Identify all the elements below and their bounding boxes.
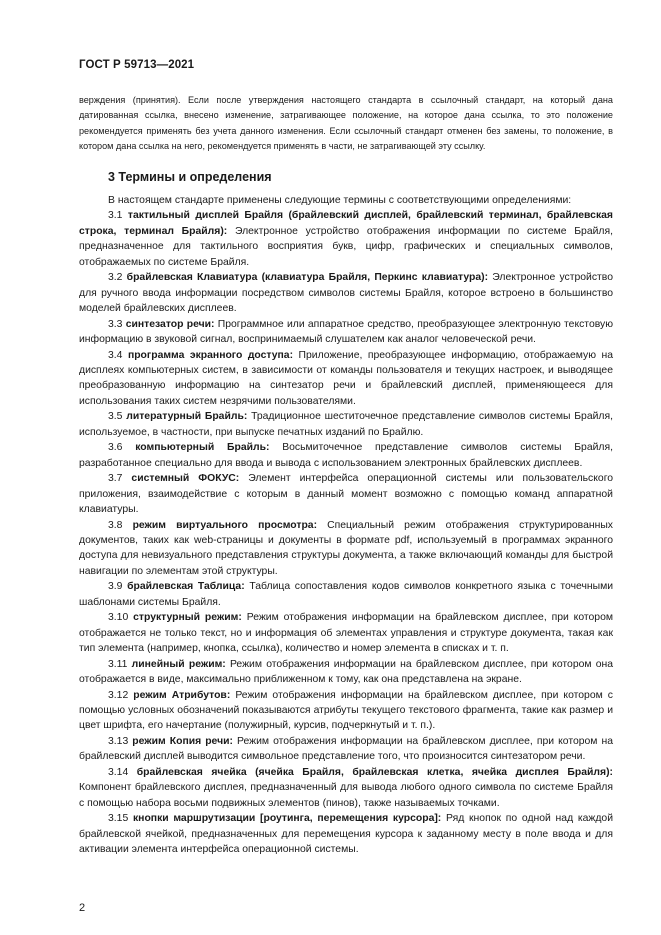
term-definition: Режим отображения информации на брайлевском дисплее, при котором с помощью условных обозначений показываются атрибуты текущего текстового фрагмента, такие как размер и цвет шрифта, его начертание (полужирный, курсив, подчеркнутый и т. п.). bbox=[79, 689, 613, 732]
term-name: кнопки маршрутизации [роутинга, перемещения курсора]: bbox=[132, 813, 442, 825]
term-name: тактильный дисплей Брайля (брайлевский дисплей, брайлевский терминал, брайлевская строка, терминал Брайля): bbox=[79, 210, 613, 237]
term-entry bbox=[79, 471, 613, 517]
term-definition: Элемент интерфейса операционной системы или пользовательского приложения, взаимодействие с которым в данный момент возможно с помощью команд аппаратной клавиатуры. bbox=[79, 473, 614, 516]
term-name: структурный режим: bbox=[133, 612, 242, 624]
term-definition: Приложение, преобразующее информацию, отображаемую на дисплеях компьютерных систем, в зависимости от команды пользователя и текущих настроек, и выводящее преобразованную информацию на синтезатор речи и брайлевский дисплей, применяющееся для использования таких систем незрячими пользователями. bbox=[79, 349, 614, 407]
term-number: 3.8 bbox=[108, 519, 123, 531]
term-entry bbox=[79, 579, 613, 610]
term-name: брайлевская ячейка (ячейка Брайля, брайлевская клетка, ячейка дисплея Брайля): bbox=[136, 766, 613, 778]
term-number: 3.7 bbox=[108, 473, 123, 485]
terms-body bbox=[79, 193, 613, 857]
term-number: 3.9 bbox=[108, 581, 123, 593]
term-name: режим виртуального просмотра: bbox=[132, 519, 318, 531]
term-name: синтезатор речи: bbox=[125, 318, 215, 330]
term-entry bbox=[79, 657, 613, 688]
term-number: 3.5 bbox=[108, 411, 123, 423]
term-entry bbox=[79, 208, 613, 270]
term-name: режим Копия речи: bbox=[132, 735, 233, 747]
term-entry bbox=[79, 270, 613, 316]
term-entry bbox=[79, 688, 613, 734]
term-name: брайлевская Таблица: bbox=[127, 581, 245, 593]
term-name: литературный Брайль: bbox=[126, 411, 248, 423]
term-entry bbox=[79, 765, 613, 811]
term-entry bbox=[79, 734, 613, 765]
term-number: 3.14 bbox=[108, 766, 129, 778]
term-definition: Режим отображения информации на брайлевском дисплее, при котором на брайлевский дисплей выводится символьное представление того, что произносится синтезатором речи. bbox=[79, 735, 613, 763]
term-number: 3.3 bbox=[108, 318, 123, 330]
term-number: 3.11 bbox=[108, 658, 128, 670]
term-definition: Ряд кнопок по одной над каждой брайлевской ячейкой, предназначенных для перемещения курсора к заданному месту в поле ввода и для активации элемента интерфейса операционной системы. bbox=[79, 813, 614, 856]
intro-paragraph: верждения (принятия). Если после утверждения настоящего стандарта в ссылочный стандарт, на который дана датированная ссылка, внесено изменение, затрагивающее положение, на которое дана ссылка, то это положение рекомендуется применять без учета данного изменения. Если ссылочный стандарт отменен без замены, то положение, в котором дана ссылка на него, рекомендуется применять в части, не затрагивающей эту ссылку. bbox=[79, 95, 613, 152]
term-definition: Специальный режим отображения структурированных документов, таких как web-страницы и документы в формате pdf, используемый в программах экранного доступа для невизуального представления структуры документа, а также включающий команды для быстрой навигации по элементам этой структуры. bbox=[79, 519, 613, 577]
term-definition: Электронное устройство для ручного ввода информации посредством символов системы Брайля, которое встроено в большинство моделей брайлевских дисплеев. bbox=[79, 272, 613, 315]
term-definition: Режим отображения информации на брайлевском дисплее, при котором отображается не только текст, но и информация об элементах управления и структуре документа, такая как тип элемента (например, кнопка, ссылка), количество и номер элемента в списках и т. п. bbox=[79, 612, 614, 655]
term-name: брайлевская Клавиатура (клавиатура Брайля, Перкинс клавиатура): bbox=[126, 272, 489, 284]
term-name: линейный режим: bbox=[131, 658, 226, 670]
term-definition: Компонент брайлевского дисплея, предназначенный для вывода любого одного символа по системе Брайля с помощью набора восьми подвижных элементов (пинов), также называемых точками. bbox=[79, 782, 613, 809]
term-name: программа экранного доступа: bbox=[127, 349, 294, 361]
term-number: 3.4 bbox=[108, 349, 123, 361]
term-definition: Режим отображения информации на брайлевском дисплее, при котором она отображается в виде, максимально приближенном к тому, как она представлена на экране. bbox=[79, 658, 614, 686]
term-number: 3.6 bbox=[108, 442, 123, 454]
term-number: 3.2 bbox=[108, 272, 123, 284]
term-definition: Программное или аппаратное средство, преобразующее электронную текстовую информацию в звуковой сигнал, воспринимаемый слушателем как аналог человеческой речи. bbox=[79, 318, 614, 346]
term-entry bbox=[79, 518, 613, 580]
term-definition: Электронное устройство отображения информации по системе Брайля, предназначенное для тактильного восприятия букв, цифр, графических и специальных символов, отображаемых по системе Брайля. bbox=[79, 225, 613, 268]
term-entry bbox=[79, 811, 613, 857]
term-entry bbox=[79, 409, 613, 440]
term-name: режим Атрибутов: bbox=[133, 689, 231, 701]
term-entry bbox=[79, 610, 613, 656]
term-number: 3.15 bbox=[108, 813, 129, 825]
section-lead: В настоящем стандарте применены следующие термины с соответствующими определениями: bbox=[108, 195, 572, 206]
term-definition: Восьмиточечное представление символов системы Брайля, разработанное специально для ввода и вывода с использованием электронных брайлевских дисплеев. bbox=[79, 442, 613, 469]
section-title: 3 Термины и определения bbox=[108, 170, 272, 184]
terms-list bbox=[79, 208, 613, 857]
term-name: компьютерный Брайль: bbox=[135, 442, 270, 454]
term-name: системный ФОКУС: bbox=[131, 473, 240, 485]
term-number: 3.12 bbox=[108, 689, 129, 701]
term-entry bbox=[79, 348, 613, 410]
term-entry bbox=[79, 317, 613, 348]
term-entry bbox=[79, 440, 613, 471]
standard-header: ГОСТ Р 59713—2021 bbox=[79, 59, 195, 71]
term-number: 3.1 bbox=[108, 210, 123, 222]
term-definition: Таблица сопоставления кодов символов конкретного языка с точечными шаблонами системы Брайля. bbox=[79, 581, 614, 608]
page-number: 2 bbox=[79, 902, 86, 914]
term-number: 3.13 bbox=[108, 735, 129, 747]
term-definition: Традиционное шеститочечное представление символов системы Брайля, используемое, в частности, при выпуске печатных изданий по Брайлю. bbox=[79, 411, 613, 438]
term-number: 3.10 bbox=[108, 612, 129, 624]
